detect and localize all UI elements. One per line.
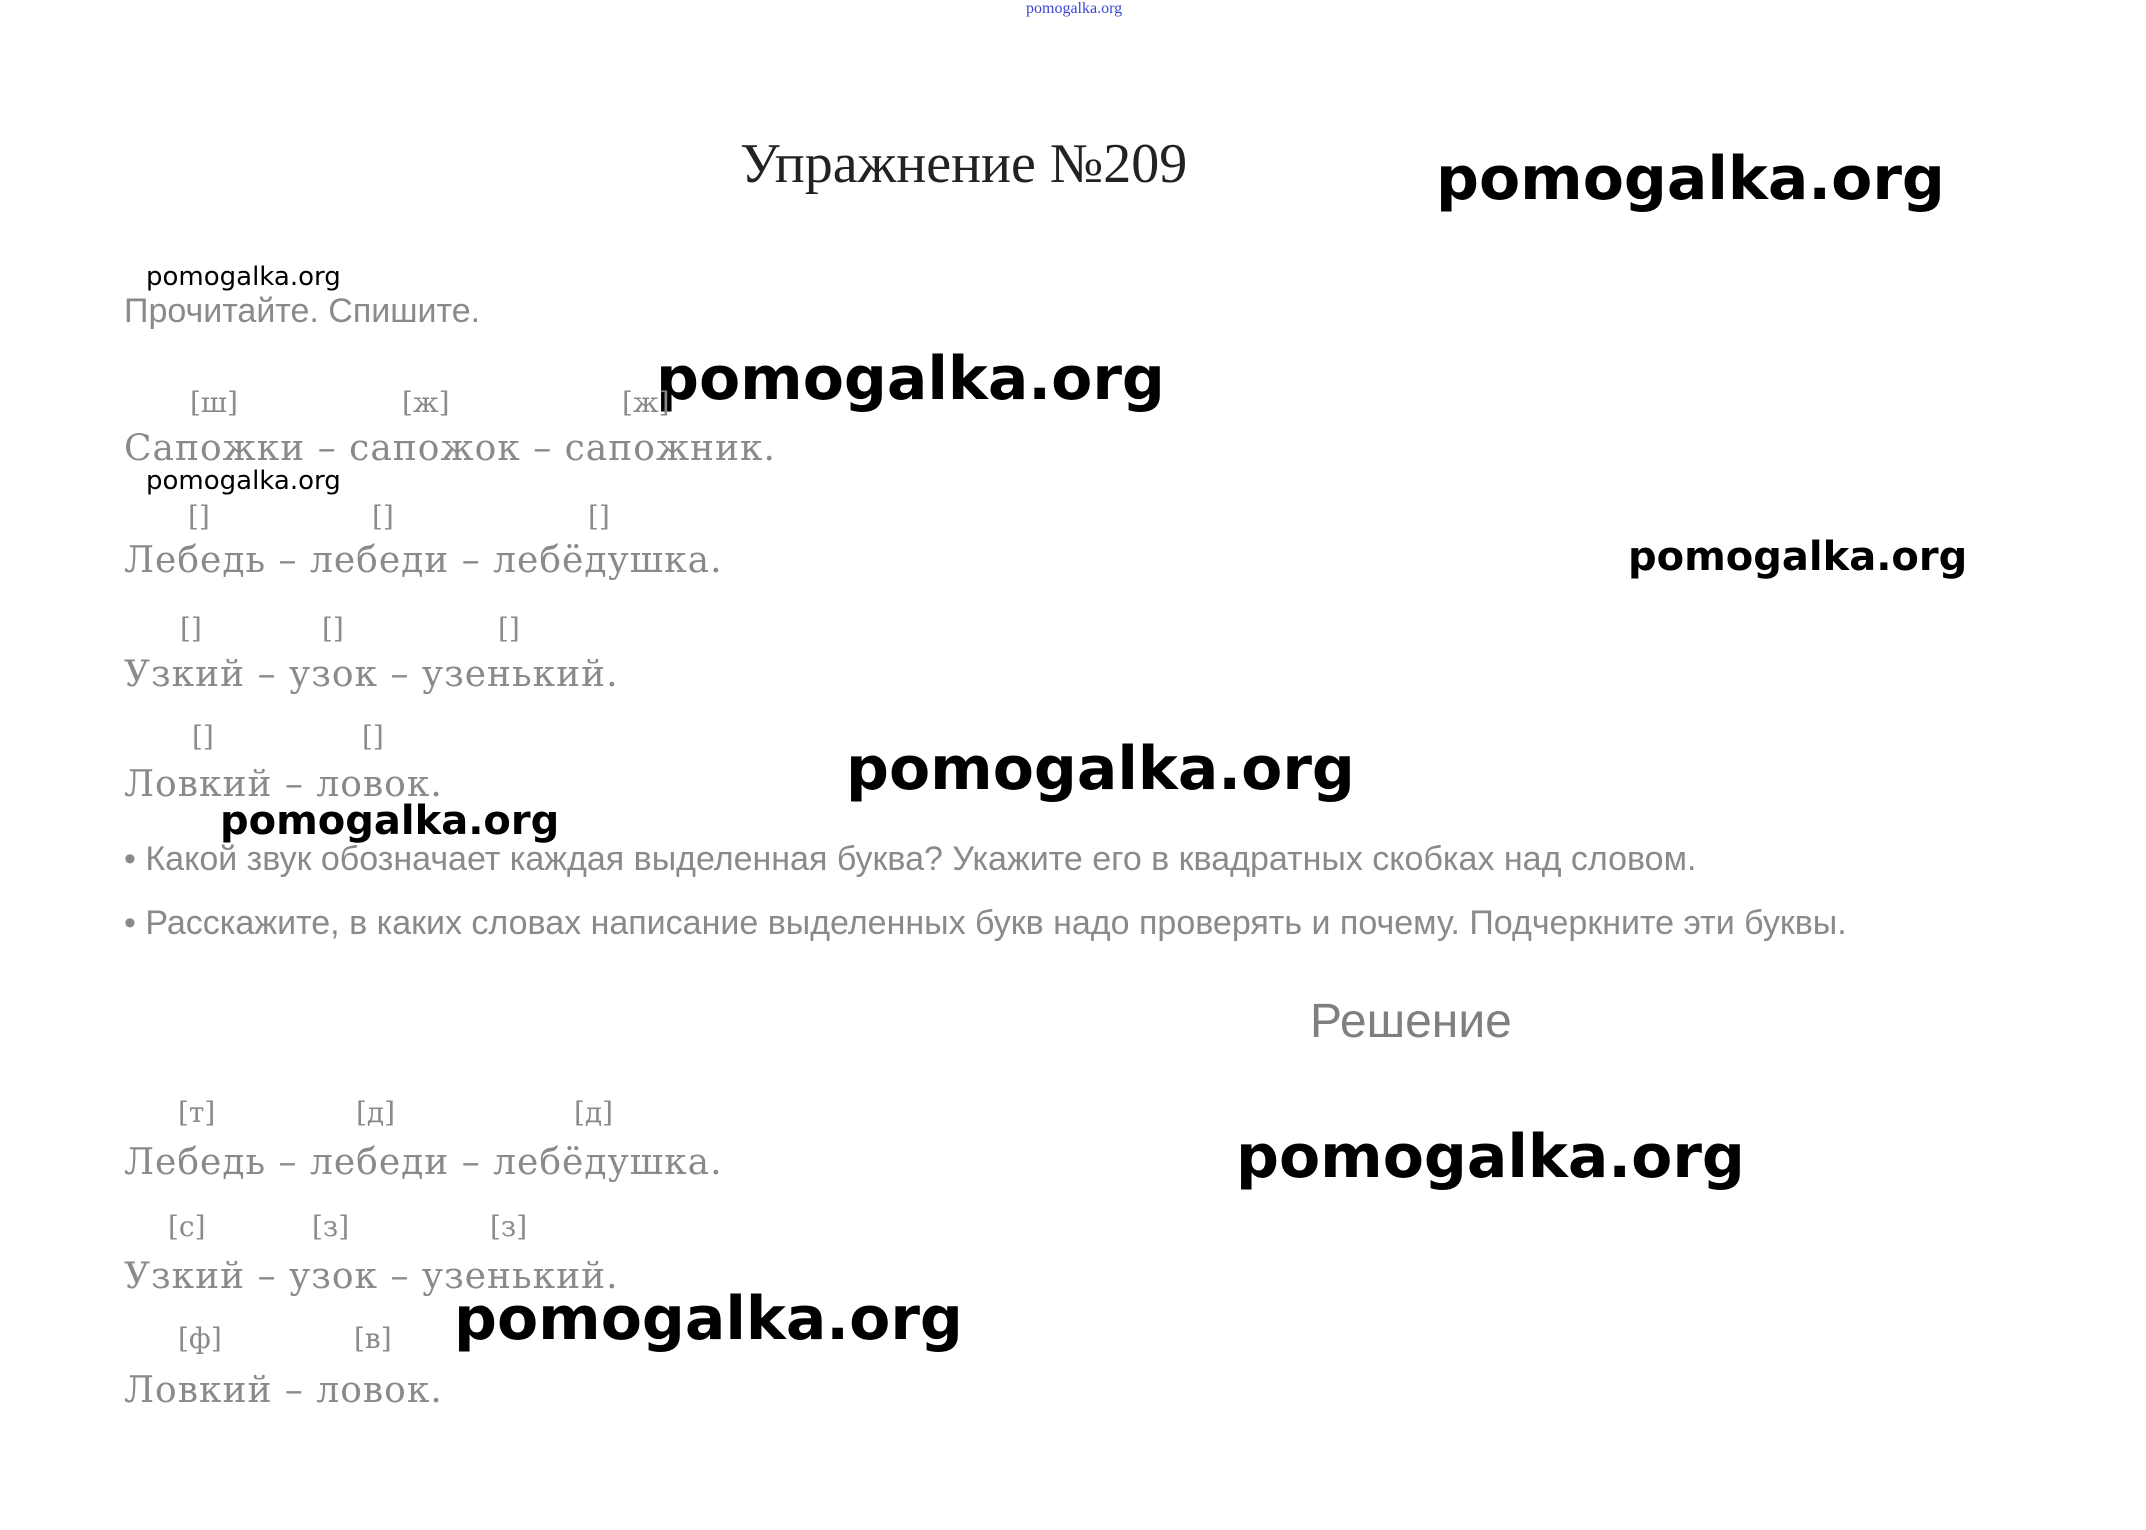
watermark: pomogalka.org	[220, 798, 560, 844]
sound-mark: []	[322, 612, 344, 645]
sound-mark: [з]	[312, 1210, 350, 1243]
task-question: • Расскажите, в каких словах написание выделенных букв надо проверять и почему. Подчеркните эти буквы.	[124, 904, 1847, 942]
sound-mark: [ж]	[402, 386, 450, 419]
exercise-title: Упражнение №209	[740, 133, 1188, 195]
sound-mark: []	[588, 500, 610, 533]
task-question: • Какой звук обозначает каждая выделенная буква? Укажите его в квадратных скобках над словом.	[124, 840, 1697, 878]
sound-mark: []	[192, 720, 214, 753]
sound-mark: [т]	[178, 1096, 216, 1129]
exercise-line: Сапожки – сапожок – сапожник.	[124, 428, 776, 469]
watermark: pomogalka.org	[1236, 1122, 1745, 1192]
sound-mark: [ж]	[622, 386, 670, 419]
sound-mark: [с]	[168, 1210, 206, 1243]
solution-line: Ловкий – ловок.	[124, 1370, 443, 1411]
instruction: Прочитайте. Спишите.	[124, 292, 481, 330]
watermark: pomogalka.org	[1436, 144, 1945, 214]
sound-mark: []	[498, 612, 520, 645]
sound-mark: [ф]	[178, 1322, 222, 1355]
solution-line: Лебедь – лебеди – лебёдушка.	[124, 1142, 723, 1183]
exercise-line: Лебедь – лебеди – лебёдушка.	[124, 540, 723, 581]
sound-mark: [д]	[356, 1096, 396, 1129]
sound-mark: [д]	[574, 1096, 614, 1129]
sound-mark: []	[188, 500, 210, 533]
exercise-line: Ловкий – ловок.	[124, 764, 443, 805]
solution-line: Узкий – узок – узенький.	[124, 1256, 619, 1297]
top-site-link[interactable]: pomogalka.org	[1026, 0, 1123, 17]
sound-mark: [в]	[354, 1322, 392, 1355]
watermark: pomogalka.org	[146, 466, 341, 496]
sound-mark: []	[180, 612, 202, 645]
watermark: pomogalka.org	[454, 1284, 963, 1354]
exercise-line: Узкий – узок – узенький.	[124, 654, 619, 695]
sound-mark: [з]	[490, 1210, 528, 1243]
watermark: pomogalka.org	[846, 734, 1355, 804]
watermark: pomogalka.org	[1628, 534, 1968, 580]
sound-mark: []	[362, 720, 384, 753]
watermark: pomogalka.org	[146, 262, 341, 292]
sound-mark: []	[372, 500, 394, 533]
sound-mark: [ш]	[190, 386, 238, 419]
solution-title: Решение	[1310, 995, 1512, 1048]
watermark: pomogalka.org	[656, 344, 1165, 414]
